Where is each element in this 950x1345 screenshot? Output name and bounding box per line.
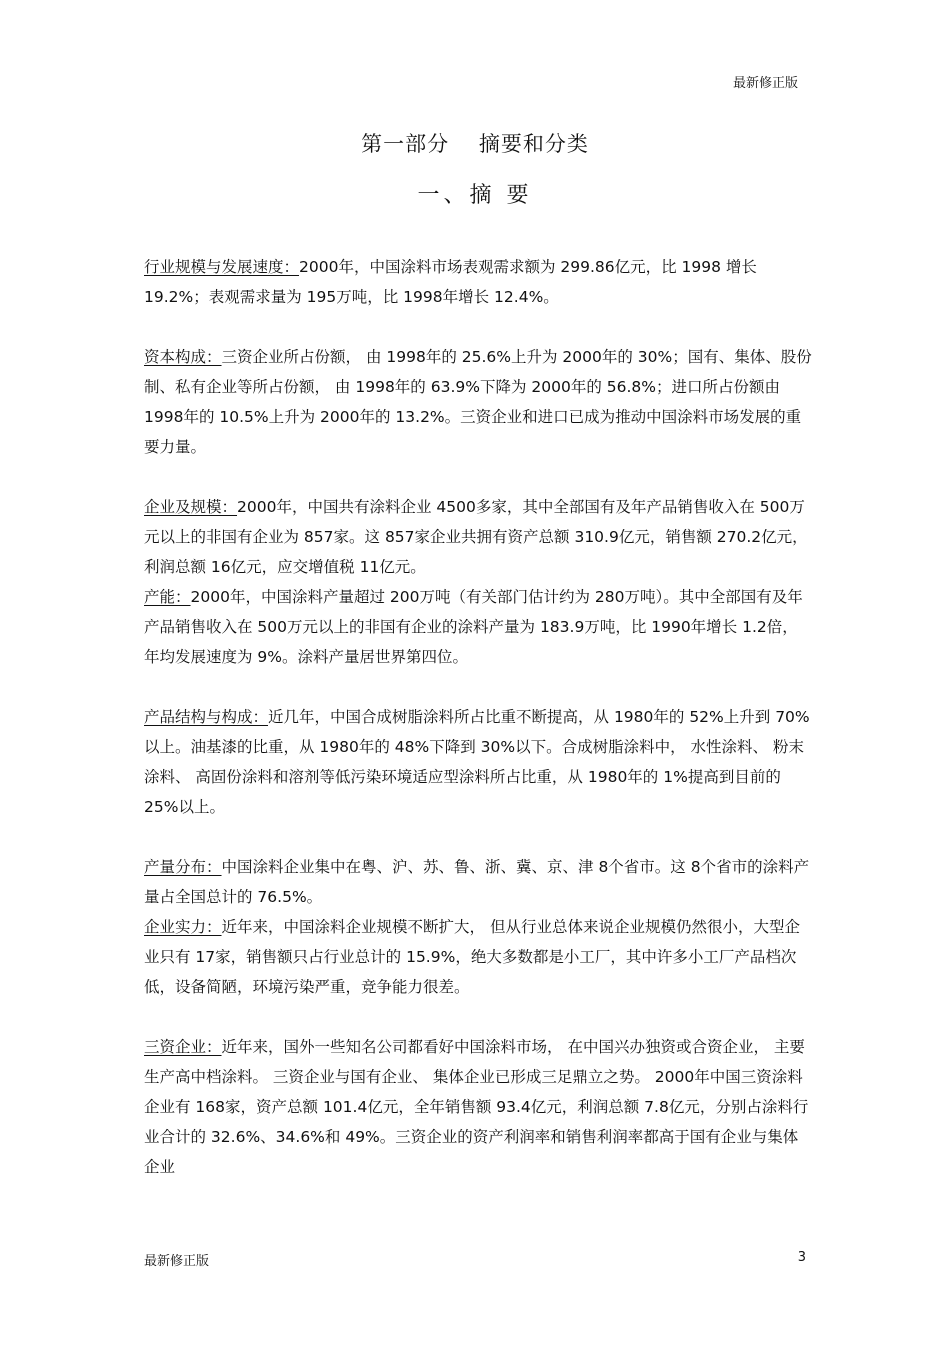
footer-version-label: 最新修正版 [144, 1254, 210, 1269]
paragraph-text: 近年来，国外一些知名公司都看好中国涂料市场， 在中国兴办独资或合资企业， 主要生产高中档涂料。 三资企业与国有企业、 集体企业已形成三足鼎立之势。 2000年中国三资涂料企业有 168家，资产总额 101.4亿元，全年销售额 93.4亿元，利润总额 7.8亿元，分别占涂料行业合计的 32.6%、34.6%和 49%。三资企业的资产利润率和销售利润率都高于国有企业与集体企业 [144, 1038, 809, 1176]
section-title: 一、摘 要 [417, 183, 533, 208]
paragraph-label: 行业规模与发展速度： [144, 258, 300, 276]
paragraph-text: 2000年，中国共有涂料企业 4500多家，其中全部国有及年产品销售收入在 500万元以上的非国有企业为 857家。这 857家企业共拥有资产总额 310.9亿元，销售额 270.2亿元，利润总额 16亿元，应交增值税 11亿元。 [144, 498, 808, 576]
paragraph-product-structure [144, 702, 812, 822]
paragraph-label: 企业实力： [144, 918, 222, 936]
paragraph-text: 中国涂料企业集中在粤、沪、苏、鲁、浙、冀、京、津 8个省市。这 8个省市的涂料产量占全国总计的 76.5%。 [144, 858, 810, 906]
paragraph-label: 三资企业： [144, 1038, 222, 1056]
paragraph-enterprises-scale [144, 492, 812, 582]
page-number: 3 [797, 1250, 806, 1265]
header-version-label: 最新修正版 [732, 76, 798, 91]
paragraph-text: 近年来，中国涂料企业规模不断扩大， 但从行业总体来说企业规模仍然很小，大型企业只有 17家，销售额只占行业总计的 15.9%，绝大多数都是小工厂，其中许多小工厂产品档次低，设备简陋，环境污染严重，竞争能力很差。 [144, 918, 800, 996]
paragraph-label: 产品结构与构成： [144, 708, 269, 726]
paragraph-capacity [144, 582, 812, 672]
paragraph-label: 企业及规模： [144, 498, 238, 516]
paragraph-text: 2000年，中国涂料产量超过 200万吨（有关部门估计约为 280万吨）。其中全部国有及年产品销售收入在 500万元以上的非国有企业的涂料产量为 183.9万吨，比 1990年增长 1.2倍，年均发展速度为 9%。涂料产量居世界第四位。 [144, 588, 803, 666]
paragraph-text: 三资企业所占份额， 由 1998年的 25.6%上升为 2000年的 30%；国有、集体、股份制、私有企业等所占份额， 由 1998年的 63.9%下降为 2000年的 56.8%；进口所占份额由 1998年的 10.5%上升为 2000年的 13.2%。三资企业和进口已成为推动中国涂料市场发展的重要力量。 [144, 348, 812, 456]
part-title: 第一部分 摘要和分类 [361, 132, 589, 156]
paragraph-industry-scale [144, 252, 812, 312]
paragraph-label: 产能： [144, 588, 191, 606]
paragraph-text: 近几年，中国合成树脂涂料所占比重不断提高，从 1980年的 52%上升到 70%以上。油基漆的比重，从 1980年的 48%下降到 30%以下。合成树脂涂料中， 水性涂料、 粉末涂料、 高固份涂料和溶剂等低污染环境适应型涂料所占比重，从 1980年的 1%提高到目前的 25%以上。 [144, 708, 810, 816]
paragraph-foreign-invested [144, 1032, 812, 1182]
paragraph-label: 资本构成： [144, 348, 222, 366]
paragraph-enterprise-strength [144, 912, 812, 1002]
paragraph-output-distribution [144, 852, 812, 912]
paragraph-label: 产量分布： [144, 858, 222, 876]
paragraph-capital-structure [144, 342, 812, 462]
document-body [144, 252, 812, 1182]
paragraph-text: 2000年，中国涂料市场表观需求额为 299.86亿元，比 1998 增长 19.2%；表观需求量为 195万吨，比 1998年增长 12.4%。 [144, 258, 757, 306]
